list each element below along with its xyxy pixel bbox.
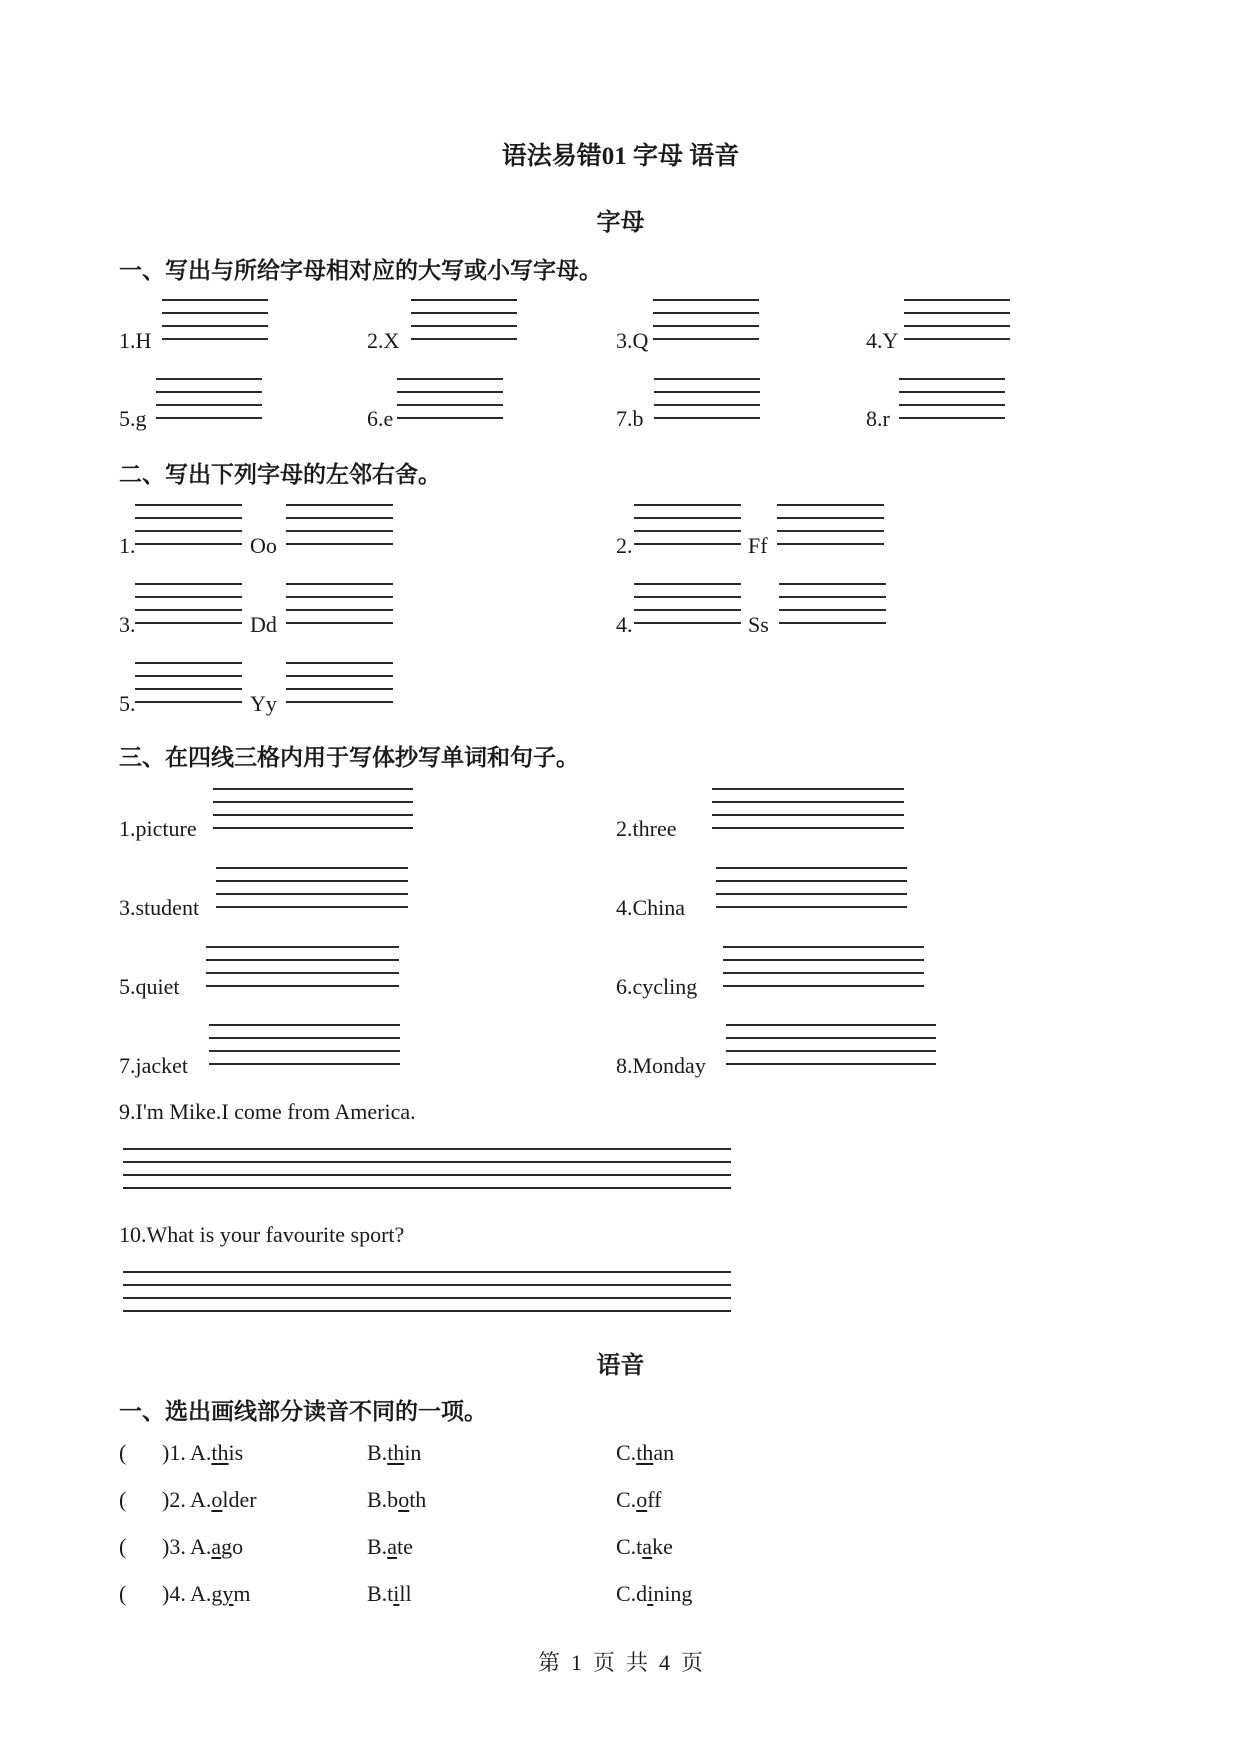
underlined-part: o: [398, 1487, 410, 1512]
q3-sentence-2: 10.What is your favourite sport?: [119, 1222, 405, 1247]
option-a: A.gym: [190, 1581, 251, 1606]
question-number: )4.: [162, 1581, 186, 1606]
q1-item-1: 1.H: [119, 328, 152, 353]
option-c: C.dining: [616, 1581, 693, 1606]
q3-word-8: 8.Monday: [616, 1053, 706, 1078]
q3-sentence-lines-1[interactable]: [123, 1148, 731, 1188]
answer-paren[interactable]: (: [119, 1487, 127, 1512]
q1-item-8: 8.r: [866, 406, 890, 431]
page-title: 语法易错01 字母 语音: [501, 143, 740, 170]
option-b: B.ate: [367, 1534, 413, 1559]
option-c: C.than: [616, 1440, 675, 1465]
option-a: A.older: [190, 1487, 257, 1512]
q3-writing-lines-3[interactable]: [216, 867, 408, 907]
q2-item-3-number: 3.: [119, 612, 136, 637]
underlined-part: i: [393, 1581, 400, 1606]
question-number: )3.: [162, 1534, 186, 1559]
underlined-part: a: [642, 1534, 653, 1559]
q2-item-3-letter: Dd: [250, 612, 277, 637]
q2-item-2-letter: Ff: [748, 533, 768, 558]
q2-right-lines-5[interactable]: [286, 662, 393, 702]
q3-sentence-1: 9.I'm Mike.I come from America.: [119, 1099, 416, 1124]
underlined-part: a: [211, 1534, 222, 1559]
q3-sentence-lines-2[interactable]: [123, 1271, 731, 1311]
q2-left-lines-4[interactable]: [634, 583, 741, 623]
q3-word-2: 2.three: [616, 816, 677, 841]
q1-item-2: 2.X: [367, 328, 400, 353]
q2-item-2-number: 2.: [616, 533, 633, 558]
q1-heading: 一、写出与所给字母相对应的大写或小写字母。: [119, 258, 602, 283]
q1-item-6: 6.e: [367, 406, 394, 431]
q2-left-lines-5[interactable]: [135, 662, 242, 702]
q2-item-4-letter: Ss: [748, 612, 769, 637]
q1-item-5: 5.g: [119, 406, 147, 431]
q1-item-3: 3.Q: [616, 328, 649, 353]
option-b: B.both: [367, 1487, 427, 1512]
q3-word-7: 7.jacket: [119, 1053, 189, 1078]
q3-word-6: 6.cycling: [616, 974, 698, 999]
q3-writing-lines-4[interactable]: [716, 867, 907, 907]
q1-writing-lines-7[interactable]: [654, 378, 760, 418]
underlined-part: o: [636, 1487, 648, 1512]
q1-writing-lines-6[interactable]: [397, 378, 503, 418]
q2-item-4-number: 4.: [616, 612, 633, 637]
q1-writing-lines-2[interactable]: [411, 299, 517, 339]
q2-item-5-letter: Yy: [250, 691, 277, 716]
q2-left-lines-1[interactable]: [135, 504, 242, 544]
page-footer: 第 1 页 共 4 页: [537, 1650, 703, 1675]
q3-writing-lines-5[interactable]: [206, 946, 399, 986]
q3-writing-lines-7[interactable]: [209, 1024, 400, 1064]
q1-writing-lines-3[interactable]: [653, 299, 759, 339]
q2-right-lines-3[interactable]: [286, 583, 393, 623]
q2-right-lines-1[interactable]: [286, 504, 393, 544]
q3-word-4: 4.China: [616, 895, 686, 920]
q1-writing-lines-1[interactable]: [162, 299, 268, 339]
q1-item-7: 7.b: [616, 406, 644, 431]
underlined-part: o: [211, 1487, 223, 1512]
underlined-part: th: [211, 1440, 229, 1465]
q3-word-5: 5.quiet: [119, 974, 180, 999]
underlined-part: th: [636, 1440, 654, 1465]
option-b: B.thin: [367, 1440, 422, 1465]
question-number: )2.: [162, 1487, 186, 1512]
q2-left-lines-2[interactable]: [634, 504, 741, 544]
q2-right-lines-2[interactable]: [777, 504, 884, 544]
underlined-part: i: [647, 1581, 654, 1606]
answer-paren[interactable]: (: [119, 1534, 127, 1559]
q3-writing-lines-6[interactable]: [723, 946, 924, 986]
question-number: )1.: [162, 1440, 186, 1465]
q3-word-1: 1.picture: [119, 816, 197, 841]
p1-heading: 一、选出画线部分读音不同的一项。: [119, 1399, 487, 1424]
section-title-letters: 字母: [596, 210, 645, 236]
section-title-phonics: 语音: [596, 1353, 645, 1379]
q3-heading: 三、在四线三格内用于写体抄写单词和句子。: [119, 745, 579, 770]
underlined-part: a: [387, 1534, 397, 1559]
option-c: C.take: [616, 1534, 673, 1559]
underlined-part: y: [222, 1581, 234, 1606]
q2-heading: 二、写出下列字母的左邻右舍。: [119, 462, 441, 487]
q1-writing-lines-8[interactable]: [899, 378, 1005, 418]
q2-right-lines-4[interactable]: [779, 583, 886, 623]
q2-item-5-number: 5.: [119, 691, 136, 716]
option-a: A.this: [190, 1440, 244, 1465]
option-a: A.ago: [190, 1534, 244, 1559]
q3-word-3: 3.student: [119, 895, 200, 920]
q2-item-1-letter: Oo: [250, 533, 277, 558]
q2-item-1-number: 1.: [119, 533, 136, 558]
q3-writing-lines-8[interactable]: [726, 1024, 936, 1064]
q1-writing-lines-5[interactable]: [156, 378, 262, 418]
q1-writing-lines-4[interactable]: [904, 299, 1010, 339]
q3-writing-lines-2[interactable]: [712, 788, 904, 828]
q1-item-4: 4.Y: [866, 328, 899, 353]
q3-writing-lines-1[interactable]: [213, 788, 413, 828]
option-b: B.till: [367, 1581, 412, 1606]
q2-left-lines-3[interactable]: [135, 583, 242, 623]
option-c: C.off: [616, 1487, 662, 1512]
answer-paren[interactable]: (: [119, 1440, 127, 1465]
answer-paren[interactable]: (: [119, 1581, 127, 1606]
underlined-part: th: [387, 1440, 405, 1465]
